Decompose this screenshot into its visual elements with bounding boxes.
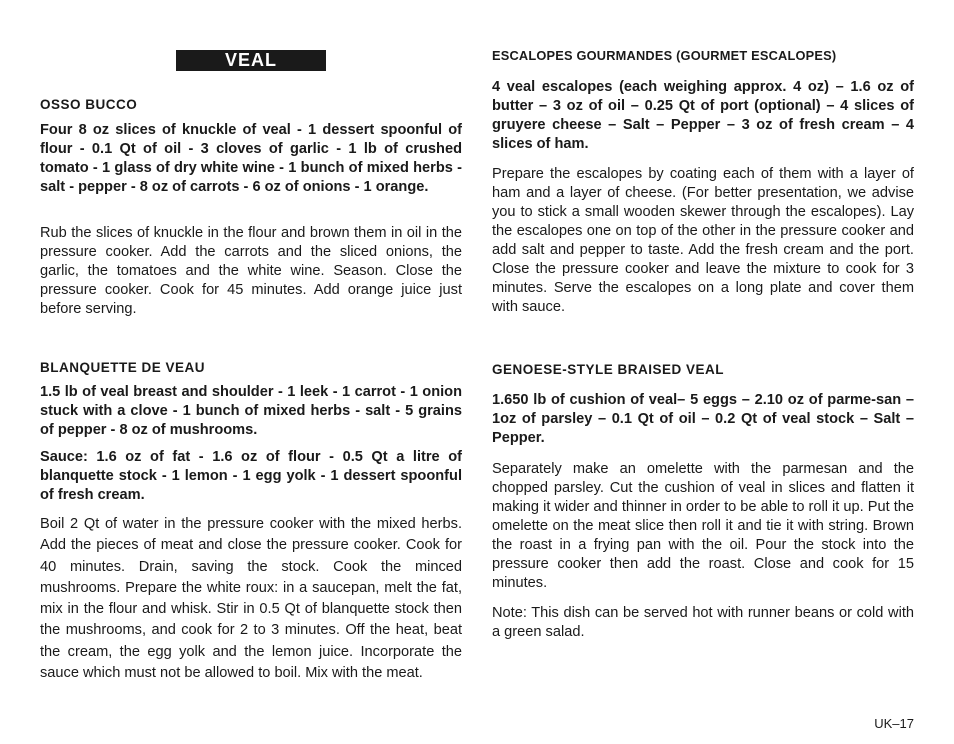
osso-bucco-ingredients: Four 8 oz slices of knuckle of veal - 1 dessert spoonful of flour - 0.1 Qt of oil - 3 cloves of garlic - 1 lb of crushed tomato - 1 glass of dry white wine - 1 bunch of mixed herbs - salt - pepper - 8 oz of carrots - 6 oz of onions - 1 orange. [40, 122, 462, 195]
genoese-note: Note: This dish can be served hot with runner beans or cold with a green salad. [492, 605, 914, 640]
blanquette-title: BLANQUETTE DE VEAU [40, 360, 206, 375]
genoese-ingredients: 1.650 lb of cushion of veal– 5 eggs – 2.10 oz of parme-san – 1oz of parsley – 0.1 Qt of oil – 0.2 Qt of veal stock – Salt – Pepper. [492, 392, 914, 446]
escalopes-ingredients: 4 veal escalopes (each weighing approx. 4 oz) – 1.6 oz of butter – 3 oz of oil – 0.25 Qt of port (optional) – 4 slices of gruyere cheese – Salt – Pepper – 3 oz of fresh cream – 4 slices of ham. [492, 79, 914, 152]
genoese-method: Separately make an omelette with the parmesan and the chopped parsley. Cut the cushion of veal in slices and flatten it making it wider and thinner in order to be able to roll it up. Put the omelette on the meat slice then roll it and tie it with string. Brown the roast in a frying pan with the oil. Pour the stock into the pressure cooker then add the roast. Close and cook for 15 minutes. [492, 461, 914, 591]
blanquette-sauce: Sauce: 1.6 oz of fat - 1.6 oz of flour - 0.5 Qt a litre of blanquette stock - 1 lemon - 1 egg yolk - 1 dessert spoonful of fresh cream. [40, 449, 462, 503]
section-banner: VEAL [176, 50, 326, 71]
osso-bucco-method: Rub the slices of knuckle in the flour and brown them in oil in the pressure cooker. Add the carrots and the sliced onions, the garlic, the tomatoes and the white wine. Season. Close the pressure cooker. Cook for 45 minutes. Add orange juice just before serving. [40, 225, 462, 317]
escalopes-title: ESCALOPES GOURMANDES (GOURMET ESCALOPES) [492, 48, 837, 63]
genoese-title: GENOESE-STYLE BRAISED VEAL [492, 362, 725, 377]
osso-bucco-title: OSSO BUCCO [40, 97, 138, 112]
escalopes-method: Prepare the escalopes by coating each of them with a layer of ham and a layer of cheese. (For better presentation, we advise you to stick a small wooden skewer through the escalopes). Lay the escalopes one on top of the other in the pressure cooker and add salt and pepper to taste. Add the fresh cream and the port. Close the pressure cooker and leave the mixture to cook for 3 minutes. Serve the escalopes on a long plate and cover them with sauce. [492, 166, 914, 315]
blanquette-method: Boil 2 Qt of water in the pressure cooker with the mixed herbs. Add the pieces of meat and close the pressure cooker. Cook for 40 minutes. Drain, saving the stock. Cook the minced mushrooms. Prepare the white roux: in a saucepan, melt the fat, mix in the flour and whisk. Stir in 0.5 Qt of blanquette stock then the mushrooms, and cook for 2 to 3 minutes. Off the heat, beat the cream, the egg yolk and the lemon juice. Incorporate the sauce which must not be allowed to boil. Mix with the meat. [40, 516, 462, 682]
blanquette-ingredients: 1.5 lb of veal breast and shoulder - 1 leek - 1 carrot - 1 onion stuck with a clove - 1 bunch of mixed herbs - salt - 5 grains of pepper - 8 oz of mushrooms. [40, 384, 462, 438]
page-number: UK–17 [874, 716, 914, 731]
